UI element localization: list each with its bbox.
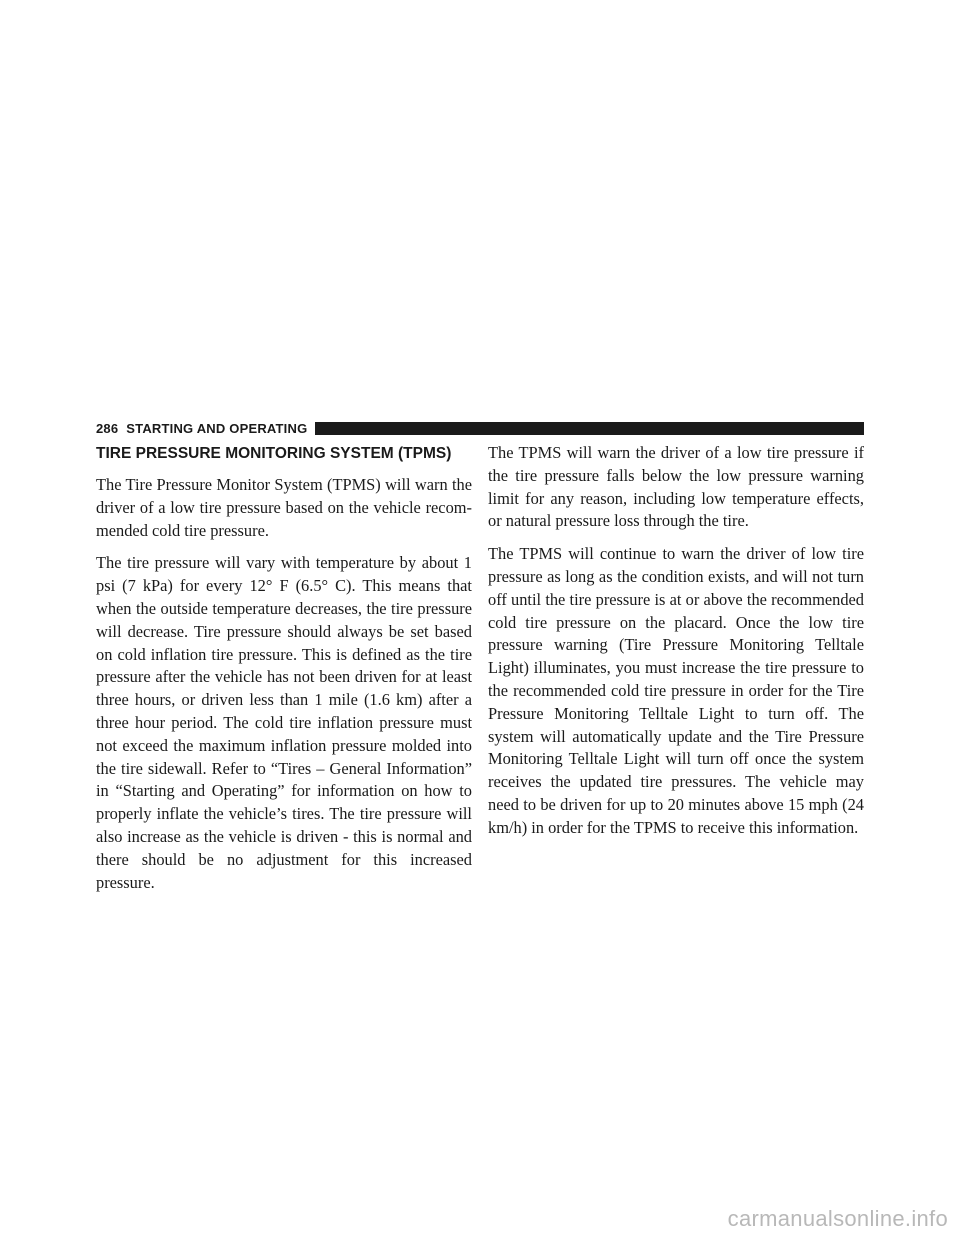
- right-column: [488, 442, 864, 850]
- paragraph: The tire pressure will vary with temperature by about 1 psi (7 kPa) for every 12° F (6.5° C). This means that when the outside temperature decreases, the tire pressure will decrease. Tire pressure should always be set based on cold inflation tire pressure. This is defined as the tire pressure after the vehicle has not been driven for at least three hours, or driven less than 1 mile (1.6 km) after a three hour period. The cold tire inflation pressure must not exceed the maximum inflation pressure molded into the tire sidewall. Refer to “Tires – General Information” in “Starting and Operating” for information on how to properly inflate the vehicle’s tires. The tire pressure will also increase as the vehicle is driven - this is normal and there should be no adjustment for this increased pressure.: [96, 553, 472, 892]
- watermark: carmanualsonline.info: [727, 1206, 948, 1231]
- paragraph: The TPMS will continue to warn the driver of low tire pressure as long as the condition exists, and will not turn off until the tire pressure is at or above the recommended cold tire pressure on the placard. Once the low tire pressure warning (Tire Pressure Monitoring Telltale Light) illuminates, you must increase the tire pressure to the recommended cold tire pressure in order for the Tire Pressure Monitoring Telltale Light to turn off. The system will automatically update and the Tire Pressure Monitoring Telltale Light will turn off once the system receives the updated tire pressures. The vehicle may need to be driven for up to 20 minutes above 15 mph (24 km/h) in order for the TPMS to receive this information.: [488, 544, 864, 837]
- page-header: [96, 420, 864, 436]
- left-column: [96, 442, 472, 904]
- paragraph: The TPMS will warn the driver of a low tire pressure if the tire pressure falls below the low pressure warning limit for any reason, including low temperature effects, or natural pressure loss through the tire.: [488, 443, 864, 531]
- section-title: STARTING AND OPERATING: [126, 420, 308, 436]
- paragraph: The Tire Pressure Monitor System (TPMS) will warn the driver of a low tire pressure based on the vehicle recommended cold tire pressure.: [96, 475, 472, 540]
- section-heading: TIRE PRESSURE MONITORING SYSTEM (TPMS): [96, 445, 452, 462]
- page-number: 286: [96, 420, 119, 436]
- header-rule: [315, 422, 864, 435]
